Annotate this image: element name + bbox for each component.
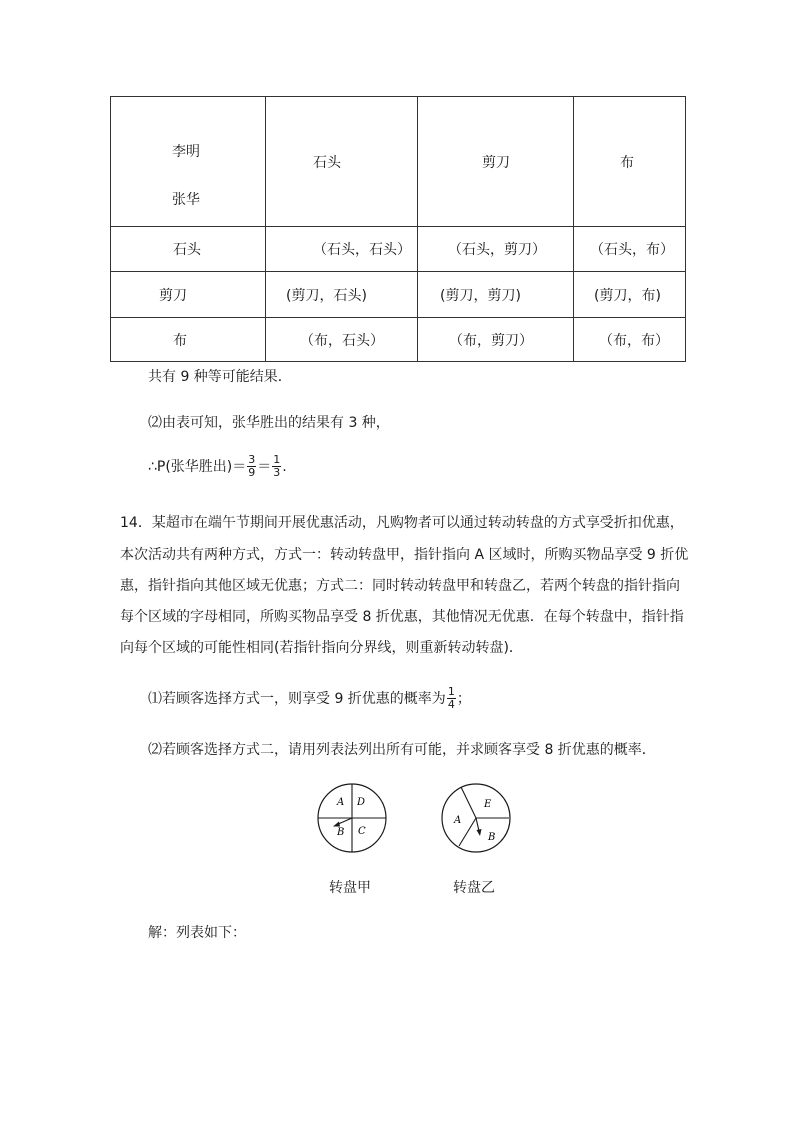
row-header: 石头	[111, 227, 266, 272]
corner-top-label: 李明	[172, 144, 200, 160]
fraction-1-4	[447, 686, 456, 711]
table-row	[111, 272, 686, 318]
period: .	[282, 458, 287, 475]
spinner-a-caption: 转盘甲	[329, 880, 371, 896]
corner-cell	[111, 97, 266, 227]
table-cell: (剪刀，石头)	[266, 272, 418, 318]
analysis-text: ⑵由表可知，张华胜出的结果有 3 种，	[148, 415, 390, 431]
sub1-suffix: ；	[456, 690, 471, 707]
q14-line-1: 14．某超市在端午节期间开展优惠活动，凡购物者可以通过转动转盘的方式享受折扣优惠，	[120, 515, 684, 531]
result-count-text: 共有 9 种等可能结果．	[148, 369, 292, 385]
fraction-numerator: 1	[273, 453, 281, 466]
q14-line-4: 每个区域的字母相同，所购买物品享受 8 折优惠，其他情况无优惠．在每个转盘中，指针指	[120, 609, 684, 625]
q14-subquestion-1	[148, 686, 471, 711]
row-header: 布	[111, 318, 266, 362]
spinner-a-region-label: B	[337, 827, 345, 838]
fraction-denominator: 4	[447, 698, 455, 711]
table-cell: （石头，剪刀）	[418, 227, 574, 272]
table-header-row	[111, 97, 686, 227]
table-cell: （石头，石头）	[266, 227, 418, 272]
spinner-b-diagram	[436, 778, 516, 858]
row-header: 剪刀	[111, 272, 266, 318]
spinner-a-diagram	[312, 778, 392, 858]
table-row	[111, 318, 686, 362]
table-row	[111, 227, 686, 272]
equals-sign: ＝	[257, 458, 272, 475]
sub1-text: ⑴若顾客选择方式一，则享受 9 折优惠的概率为	[148, 690, 446, 707]
fraction-denominator: 3	[273, 466, 281, 479]
table-cell: （布，石头）	[266, 318, 418, 362]
spinner-b-region-label: A	[454, 815, 462, 826]
q14-line-2: 本次活动共有两种方式，方式一：转动转盘甲，指针指向 A 区域时，所购买物品享受 9 折优	[120, 547, 689, 563]
fraction-denominator: 9	[248, 466, 256, 479]
table-cell: （布，剪刀）	[418, 318, 574, 362]
corner-bottom-label: 张华	[172, 192, 200, 208]
table-cell: (剪刀，剪刀)	[418, 272, 574, 318]
col-header: 布	[574, 97, 686, 227]
spinner-b-region-label: B	[488, 832, 496, 843]
spinner-a-region-label: A	[337, 797, 345, 808]
solution-intro: 解：列表如下：	[148, 925, 246, 941]
spinner-b-region-label: E	[484, 799, 492, 810]
result-table	[110, 96, 686, 362]
fraction-3-9	[247, 454, 256, 479]
table-cell: (剪刀，布)	[574, 272, 686, 318]
probability-prefix: ∴P(张华胜出)＝	[148, 458, 247, 475]
col-header: 剪刀	[418, 97, 574, 227]
table-cell: （布，布）	[574, 318, 686, 362]
fraction-numerator: 3	[248, 453, 256, 466]
col-header: 石头	[266, 97, 418, 227]
table-cell: （石头，布）	[574, 227, 686, 272]
fraction-1-3	[272, 454, 281, 479]
q14-subquestion-2: ⑵若顾客选择方式二，请用列表法列出所有可能，并求顾客享受 8 折优惠的概率．	[148, 742, 656, 758]
q14-line-5: 向每个区域的可能性相同(若指针指向分界线，则重新转动转盘)．	[120, 640, 523, 656]
spinner-a-region-label: D	[357, 797, 366, 808]
spinner-a-region-label: C	[358, 826, 366, 837]
probability-formula	[148, 454, 287, 479]
spinner-b-caption: 转盘乙	[453, 880, 495, 896]
q14-line-3: 惠，指针指向其他区域无优惠；方式二：同时转动转盘甲和转盘乙，若两个转盘的指针指向	[120, 578, 680, 594]
fraction-numerator: 1	[447, 685, 455, 698]
